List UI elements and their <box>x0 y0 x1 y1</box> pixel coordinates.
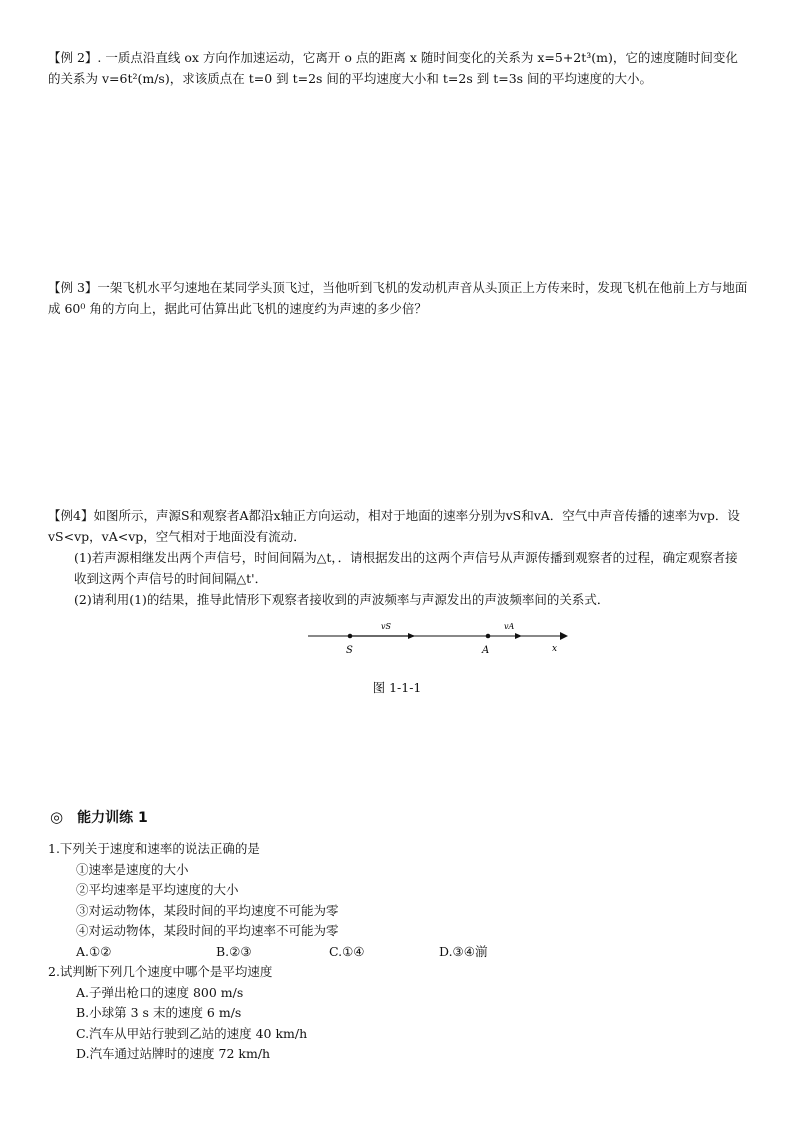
s-label: S <box>346 645 353 656</box>
question-2-stem: 2.试判断下列几个速度中哪个是平均速度 <box>48 964 273 979</box>
q1-item-2: ②平均速率是平均速度的大小 <box>76 882 239 897</box>
q1-choice-a: A.①② <box>76 943 112 959</box>
question-2 <box>48 962 748 1065</box>
q1-choice-b: B.②③ <box>216 943 252 959</box>
a-label: A <box>482 645 490 656</box>
va-label: vA <box>504 623 515 631</box>
q1-choices <box>48 942 748 963</box>
q2-option-c: C.汽车从甲站行驶到乙站的速度 40 km/h <box>76 1025 308 1041</box>
example-4 <box>48 505 750 610</box>
example-4-part-1: (1)若声源相继发出两个声信号，时间间隔为△t，．请根据发出的这两个声信号从声源传播到观察者的过程，确定观察者接收到这两个声信号的时间间隔△t'． <box>74 550 738 586</box>
va-arrowhead <box>515 633 522 639</box>
example-3-text: 【例 3】一架飞机水平匀速地在某同学头顶飞过，当他听到飞机的发动机声音从头顶正上方传来时，发现飞机在他前上方与地面成 60⁰ 角的方向上，据此可估算出此飞机的速度约为声速的多少倍？ <box>48 280 748 316</box>
q1-item-3: ③对运动物体，某段时间的平均速度不可能为零 <box>76 902 339 918</box>
observer-a-dot <box>486 634 491 639</box>
example-4-stem: 【例4】如图所示，声源S和观察者A都沿x轴正方向运动，相对于地面的速率分别为vS和vA．空气中声音传播的速率为vp．设vS<vp，vA<vp，空气相对于地面没有流动． <box>48 508 740 544</box>
question-1-stem: 1.下列关于速度和速率的说法正确的是 <box>48 841 260 856</box>
section-title: 能力训练 1 <box>77 810 148 826</box>
q2-option-b: B.小球第 3 s 末的速度 6 m/s <box>76 1005 242 1020</box>
q1-item-1: ①速率是速度的大小 <box>76 861 189 877</box>
q2-option-d: D.汽车通过站牌时的速度 72 km/h <box>76 1046 271 1061</box>
question-1 <box>48 839 748 962</box>
double-circle-icon: ◎ <box>50 808 64 826</box>
example-3 <box>48 277 748 319</box>
example-2-text: 【例 2】. 一质点沿直线 ox 方向作加速运动，它离开 o 点的距离 x 随时间变化的关系为 x=5+2t³(m)，它的速度随时间变化的关系为 v=6t²(m/s)，求该质点在 t=0 到 t=2s 间的平均速度大小和 t=2s 到 t=3s 间的平均速度的大小。 <box>48 50 738 86</box>
q1-item-4: ④对运动物体，某段时间的平均速率不可能为零 <box>76 923 339 938</box>
example-4-part-2: (2)请利用(1)的结果，推导此情形下观察者接收到的声波频率与声源发出的声波频率间的关系式． <box>74 592 610 607</box>
example-2 <box>48 47 748 89</box>
x-axis-arrowhead <box>560 632 568 640</box>
vs-arrowhead <box>408 633 415 639</box>
q1-trailing-char: 湔 <box>474 943 488 959</box>
q1-choice-d: D.③④ <box>439 943 475 959</box>
q2-option-a: A.子弹出枪口的速度 800 m/s <box>76 984 244 1000</box>
vs-label: vS <box>381 623 391 631</box>
x-label: x <box>552 644 558 654</box>
figure-caption: 图 1-1-1 <box>372 680 422 695</box>
q1-choice-c: C.①④ <box>329 943 365 959</box>
motion-diagram <box>308 623 568 657</box>
section-heading <box>50 807 148 827</box>
